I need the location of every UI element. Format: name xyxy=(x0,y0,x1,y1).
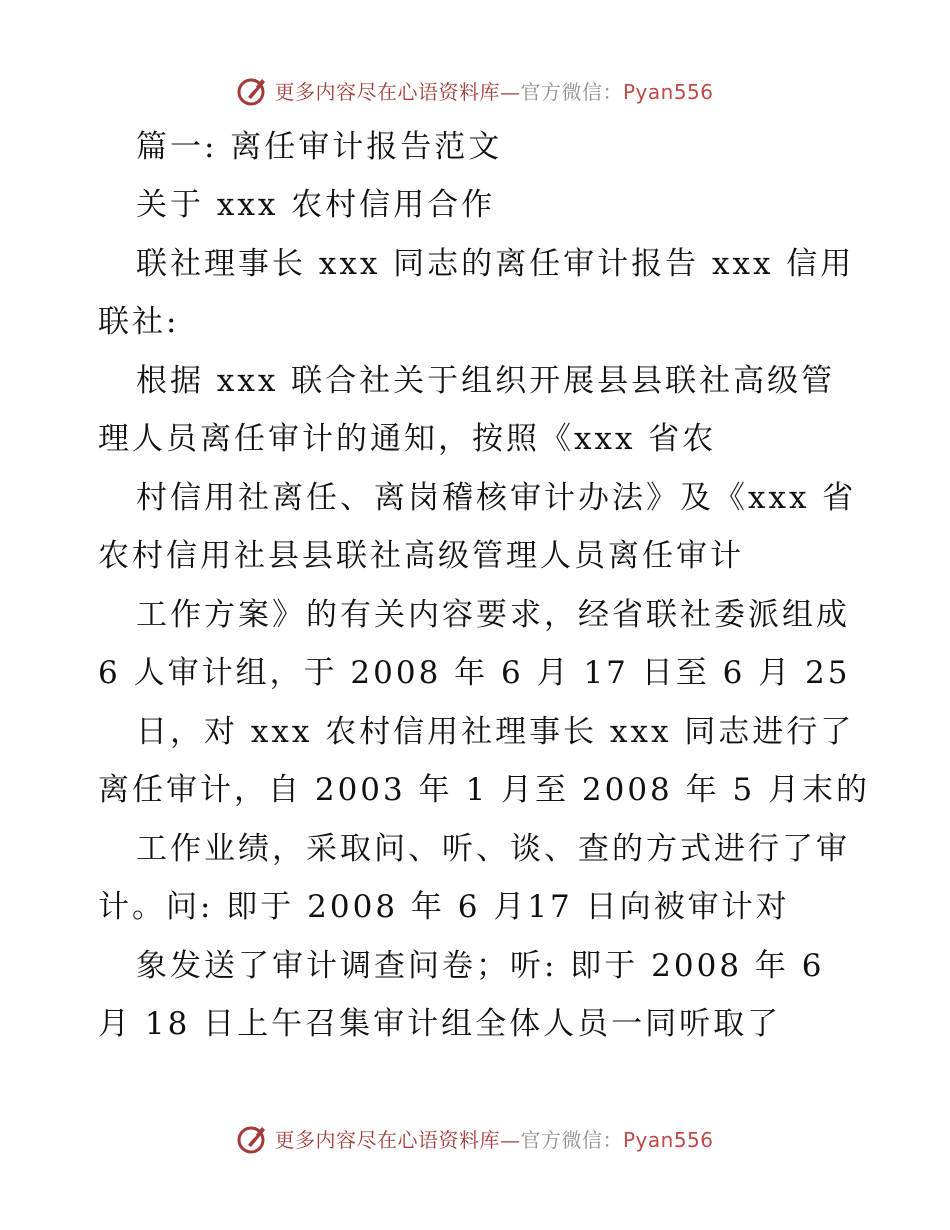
banner-dash: — xyxy=(499,1127,521,1152)
quill-logo-icon xyxy=(236,1121,270,1155)
doc-line: 联社理事长 xxx 同志的离任审计报告 xxx 信用 xyxy=(136,246,855,282)
banner-wechat-id: Pyan556 xyxy=(622,79,714,104)
banner-wechat-id: Pyan556 xyxy=(622,1127,714,1152)
footer-banner xyxy=(0,1118,950,1158)
doc-line: 象发送了审计调查问卷；听: 即于 2008 年 6 xyxy=(136,948,825,984)
doc-line: 离任审计，自 2003 年 1 月至 2008 年 5 月末的 xyxy=(98,772,871,808)
doc-line: 工作方案》的有关内容要求，经省联社委派组成 xyxy=(136,597,850,633)
banner-dash: — xyxy=(499,79,521,104)
doc-line: 6 人审计组，于 2008 年 6 月 17 日至 6 月 25 xyxy=(98,655,851,691)
doc-line: 根据 xxx 联合社关于组织开展县县联社高级管 xyxy=(136,363,836,399)
doc-line: 关于 xxx 农村信用合作 xyxy=(136,187,496,223)
doc-line: 工作业绩，采取问、听、谈、查的方式进行了审 xyxy=(136,831,850,867)
banner-main-text: 更多内容尽在心语资料库 xyxy=(274,79,500,104)
doc-line: 村信用社离任、离岗稽核审计办法》及《xxx 省 xyxy=(136,480,857,516)
banner-label: 官方微信： xyxy=(520,1127,623,1152)
banner-label: 官方微信： xyxy=(520,79,623,104)
footer-banner-text xyxy=(274,1124,713,1153)
doc-line: 篇一: 离任审计报告范文 xyxy=(136,129,503,165)
doc-line: 农村信用社县县联社高级管理人员离任审计 xyxy=(98,538,744,574)
doc-line: 日，对 xxx 农村信用社理事长 xxx 同志进行了 xyxy=(136,714,855,750)
banner-main-text: 更多内容尽在心语资料库 xyxy=(274,1127,500,1152)
doc-line: 理人员离任审计的通知，按照《xxx 省农 xyxy=(98,421,717,457)
doc-line: 月 18 日上午召集审计组全体人员一同听取了 xyxy=(98,1006,782,1042)
doc-line: 联社: xyxy=(98,304,180,340)
doc-line: 计。问: 即于 2008 年 6 月17 日向被审计对 xyxy=(98,889,790,925)
